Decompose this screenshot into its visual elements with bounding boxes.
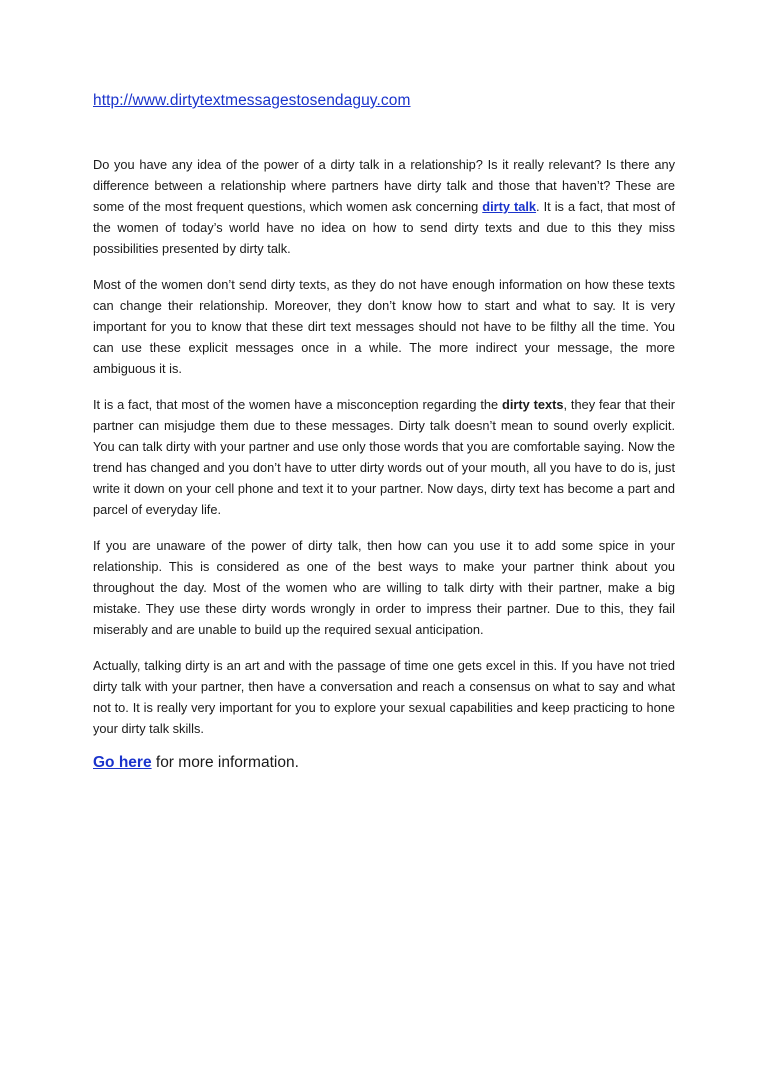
paragraph-5: Actually, talking dirty is an art and with the passage of time one gets excel in this. If you have not tried dirty talk with your partner, then have a conversation and reach a consensus on what to say and what not to. It is really very important for you to explore your sexual capabilities and keep practicing to hone your dirty talk skills. [93, 658, 675, 736]
go-here-link[interactable]: Go here [93, 754, 152, 771]
site-url-link[interactable]: http://www.dirtytextmessagestosendaguy.com [93, 92, 411, 109]
paragraph-3-text-b: , they fear that their partner can misjudge them due to these messages. Dirty talk doesn’t mean to sound overly explicit. You can talk dirty with your partner and use only those words that you are comfortable saying. Now the trend has changed and you don’t have to utter dirty words out of your mouth, all you have to do is, just write it down on your cell phone and text it to your partner. Now days, dirty text has become a part and parcel of everyday life. [93, 397, 675, 517]
paragraph-4: If you are unaware of the power of dirty talk, then how can you use it to add some spice in your relationship. This is considered as one of the best ways to make your partner think about you throughout the day. Most of the women who are willing to talk dirty with their partner, make a big mistake. They use these dirty words wrongly in order to impress their partner. Due to this, they fail miserably and are unable to build up the required sexual anticipation. [93, 538, 675, 637]
dirty-texts-bold: dirty texts [502, 397, 564, 412]
document-page [93, 92, 675, 772]
more-info-text: for more information. [151, 754, 299, 771]
paragraph-2: Most of the women don’t send dirty texts, as they do not have enough information on how these texts can change their relationship. Moreover, they don’t know how to start and what to say. It is very important for you to know that these dirt text messages should not have to be filthy all the time. You can use these explicit messages once in a while. The more indirect your message, the more ambiguous it is. [93, 277, 675, 376]
paragraph-1-text-a: Do you have any idea of the power of a dirty talk in a relationship? Is it really relevant? Is there any difference between a relationship where partners have dirty talk and those that haven’t? These are some of the most frequent questions, which women ask concerning [93, 157, 675, 214]
dirty-talk-link[interactable]: dirty talk [482, 199, 537, 214]
more-info-line [93, 754, 675, 772]
paragraph-1 [93, 154, 675, 259]
paragraph-3-text-a: It is a fact, that most of the women have a misconception regarding the [93, 397, 503, 412]
paragraph-1-text-b: . It is a fact, that most of the women of today’s world have no idea on how to send dirty texts and due to this they miss possibilities presented by dirty talk. [93, 199, 675, 256]
paragraph-3 [93, 394, 675, 520]
